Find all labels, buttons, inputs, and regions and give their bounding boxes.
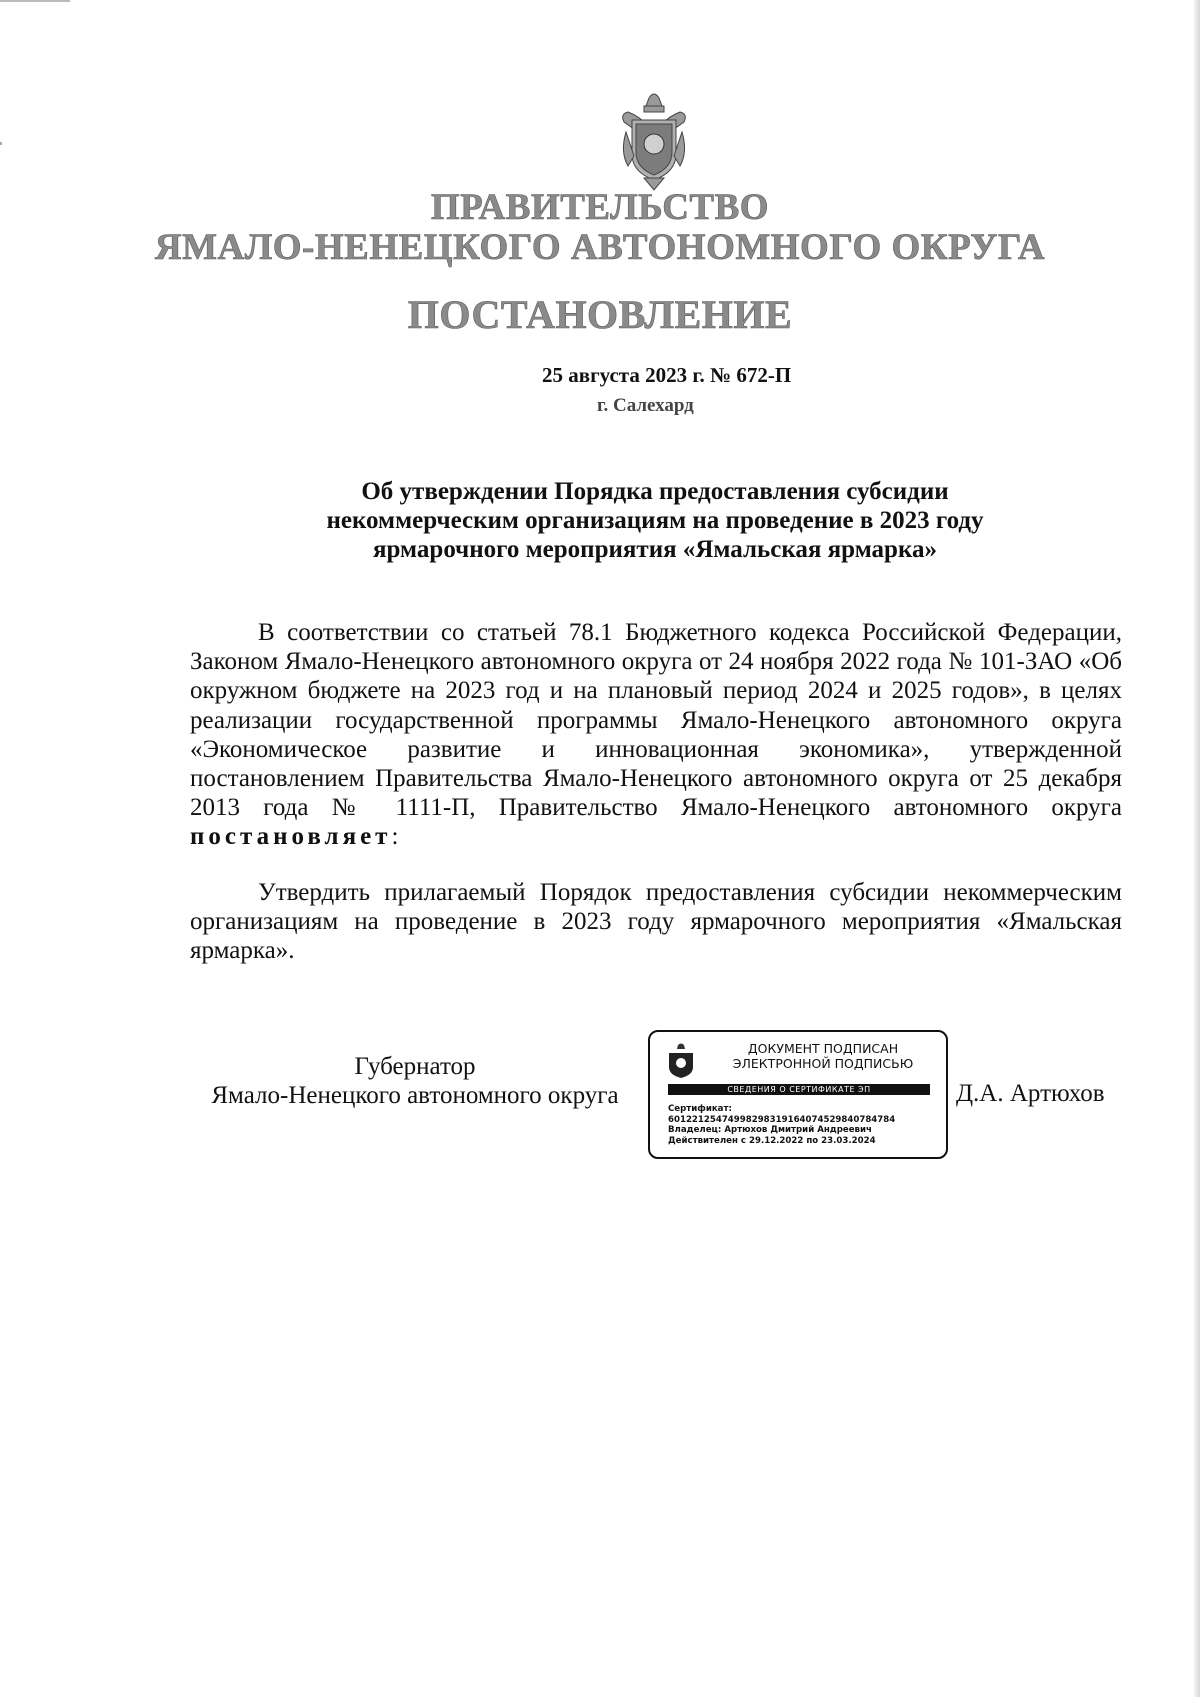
cert-validity: Действителен с 29.12.2022 по 23.03.2024 [668, 1135, 876, 1146]
stamp-line: ДОКУМЕНТ ПОДПИСАН [747, 1041, 899, 1056]
title-line: Об утверждении Порядка предоставления субсидии [361, 478, 949, 505]
signatory-position [190, 1052, 640, 1110]
cert-owner: Владелец: Артюхов Дмитрий Андреевич [668, 1125, 872, 1136]
document-date-number: 25 августа 2023 г. № 672-П [542, 363, 792, 387]
government-heading: ПРАВИТЕЛЬСТВО [430, 187, 770, 228]
preamble-end: : [391, 823, 399, 851]
stamp-certificate-info [668, 1104, 895, 1146]
scan-edge-mark [0, 0, 70, 2]
coat-of-arms-icon [667, 1043, 695, 1079]
title-line: некоммерческим организациям на проведение в 2023 году [326, 507, 984, 534]
scan-dust-mark [0, 142, 2, 145]
stamp-heading [703, 1041, 943, 1071]
coat-of-arms-icon [618, 92, 690, 192]
document-title [190, 477, 1120, 564]
position-title: Губернатор [354, 1053, 476, 1080]
signatory-name: Д.А. Артюхов [956, 1080, 1105, 1107]
cert-number: 60122125474998298319164074529840784784 [668, 1114, 896, 1125]
resolution-text: Утвердить прилагаемый Порядок предоставления субсидии некоммерческим организациям на проведение в 2023 году ярмарочного мероприятия «Ямальская ярмарка». [190, 879, 1122, 965]
preamble-paragraph [190, 618, 1122, 852]
region-heading: ЯМАЛО-НЕНЕЦКОГО АВТОНОМНОГО ОКРУГА [154, 227, 1046, 268]
electronic-signature-stamp [648, 1030, 948, 1159]
preamble-text: В соответствии со статьей 78.1 Бюджетного кодекса Российской Федерации, Законом Ямало-Ненецкого автономного округа от 24 ноября 2022 года № 101-ЗАО «Об окружном бюджете на 2023 год и на плановый период 2024 и 2025 годов», в целях реализации государственной программы Ямало-Ненецкого автономного округа «Экономическое развитие и инновационная экономика», утвержденной постановлением Правительства Ямало-Ненецкого автономного округа от 25 декабря 2013 года № 1111-П, Правительство Ямало-Ненецкого автономного округа [190, 619, 1122, 822]
stamp-certificate-bar: СВЕДЕНИЯ О СЕРТИФИКАТЕ ЭП [668, 1084, 930, 1095]
cert-label: Сертификат: [668, 1104, 732, 1114]
document-type-heading: ПОСТАНОВЛЕНИЕ [407, 292, 793, 337]
position-region: Ямало-Ненецкого автономного округа [211, 1082, 619, 1109]
title-line: ярмарочного мероприятия «Ямальская ярмарка» [373, 536, 937, 563]
resolves-word: постановляет [190, 823, 392, 851]
resolution-paragraph [190, 878, 1122, 966]
stamp-line: ЭЛЕКТРОННОЙ ПОДПИСЬЮ [732, 1056, 914, 1071]
document-city: г. Салехард [597, 395, 694, 416]
